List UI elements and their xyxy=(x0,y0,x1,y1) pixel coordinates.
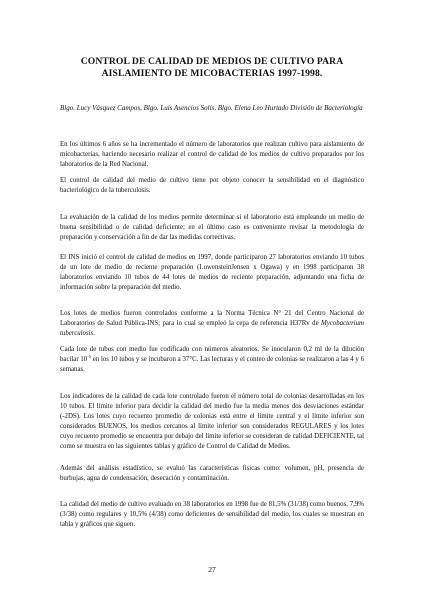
paragraph-8: Además del análisis estadístico, se evaluó las características físicas como: volumen, pH, presencia de burbujas, agua de condensación, desecación y contaminación. xyxy=(60,465,364,482)
species-name: Mycobacterium tuberculosis xyxy=(60,319,364,337)
paragraph-2: El control de calidad del medio de cultivo tiene por objeto conocer la sensibilidad en el diagnóstico bacteriológico de la tuberculosis. xyxy=(60,177,364,194)
paragraph-5 xyxy=(60,309,364,339)
paragraph-6-text-b: en los 10 tubos y se incubaron a 37°C. Las lecturas y el conteo de colonias se realizaron a las 4 y 6 semanas. xyxy=(60,355,364,373)
paragraph-4: El INS inició el control de calidad de medios en 1997, donde participaron 27 laboratorios enviando 10 tubos de un lote de medio de reciente preparación (LowensteinJensen x Ogawa) y en 1998 participaron 38 laboratorios enviando 10 tubos de 44 lotes de medios de reciente preparación, adjuntando una ficha de información sobre la preparación del medio. xyxy=(60,254,364,291)
paragraph-5-text: Los lotes de medios fueron controlados conforme a la Norma Técnica N° 21 del Centro Nacional de Laboratorios de Salud Pública-INS; para lo cual se empleó la cepa de referencia H37Rv de xyxy=(60,310,364,327)
article-title xyxy=(60,56,364,80)
author-list: Blgo. Lucy Vásquez Campos, Blgo. Luis Asencios Solís, Blgo. Elena Leo Hurtado División de Bacteriología xyxy=(60,104,363,112)
page-number: 27 xyxy=(208,565,216,574)
article-title-line-2: AISLAMIENTO DE MICOBACTERIAS 1997-1998. xyxy=(101,68,323,79)
paragraph-1: En los últimos 6 años se ha incrementado el número de laboratorios que realizan cultivo para aislamiento de micobacterias, haciendo necesario realizar el control de calidad de los medios de cultivo preparados por los laboratorios de la Red Nacional. xyxy=(60,141,364,168)
paragraph-6 xyxy=(60,345,364,375)
paragraph-6-text-a: Cada lote de tubos con medio fue codificado con números aleatorios. Se inocularon 0,2 ml de la dilución bacilar 10 xyxy=(60,346,364,363)
paragraph-9: La calidad del medio de cultivo evaluado en 38 laboratorios en 1998 fue de 81,5% (31/38) como buenos, 7,9% (3/38) como regulares y 10,5% (4/38) como deficientes de sensibilidad del medio, los cuales se muestran en tabla y gráficos que siguen. xyxy=(60,501,364,528)
dilution-exponent: -5 xyxy=(87,353,91,359)
paragraph-7: Los indicadores de la calidad de cada lote controlado fueron el número total de colonias desarrolladas en los 10 tubos. El límite inferior para decidir la calidad del medio fue la media menos dos desviaciones estándar (-2DS). Los lotes cuyo recuento promedio de colonias está entre el límite central y el límite inferior son considerados BUENOS, los medios cercanos al límite inferior son considerados REGULARES y los lotes cuyo recuento promedio se encuentra por debajo del límite inferior se consideran de calidad DEFICIENTE, tal como se muestra en las siguientes tablas y gráfico de Control de Calidad de Medios. xyxy=(60,393,364,450)
paragraph-5-end: . xyxy=(93,329,95,337)
paragraph-3: La evaluación de la calidad de los medios permite determinar si el laboratorio está empleando un medio de buena sensibilidad o de calidad deficiente; en el último caso es conveniente revisar la metodología de preparación y conservación a fin de dar las medidas correctivas. xyxy=(60,214,364,241)
article-title-line-1: CONTROL DE CALIDAD DE MEDIOS DE CULTIVO PARA xyxy=(80,56,344,67)
